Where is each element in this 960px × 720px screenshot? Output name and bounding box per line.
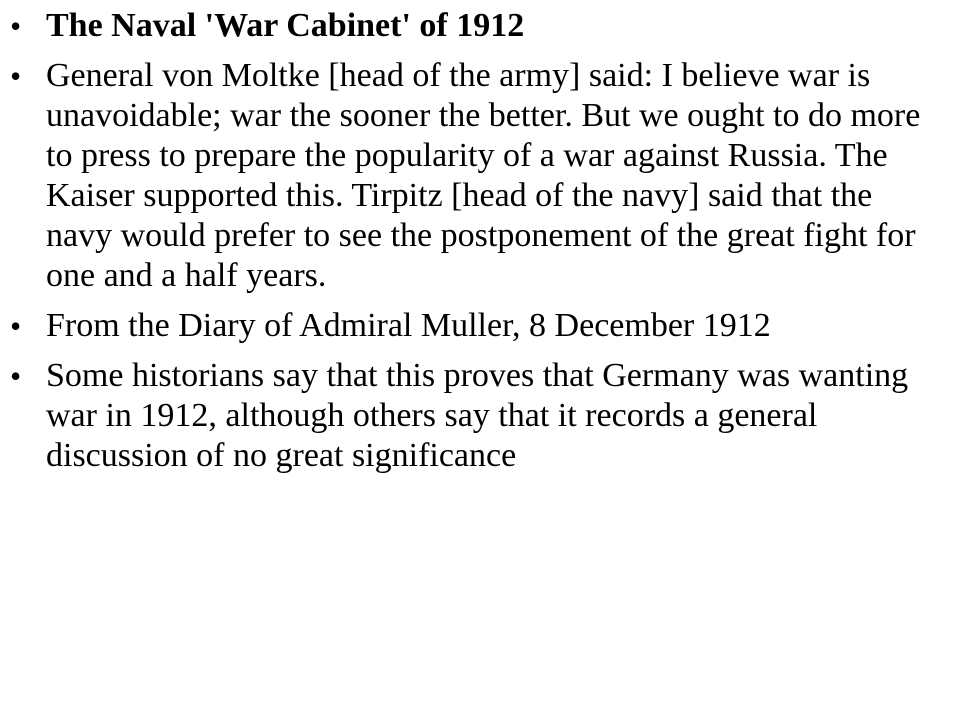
- bullet-icon: •: [10, 8, 22, 44]
- bullet-icon: •: [10, 358, 22, 394]
- bullet-list: [0, 6, 940, 476]
- bullet-icon: •: [10, 58, 22, 94]
- source-text: From the Diary of Admiral Muller, 8 December 1912: [46, 307, 771, 344]
- quote-text: General von Moltke [head of the army] said: I believe war is unavoidable; war the sooner the better. But we ought to do more to press to prepare the popularity of a war against Russia. The Kaiser supported this. Tirpitz [head of the navy] said that the navy would prefer to see the postponement of the great fight for one and a half years.: [46, 57, 921, 294]
- bullet-item-source: [0, 306, 940, 346]
- bullet-item-interpretation: [0, 356, 940, 476]
- interpretation-text: Some historians say that this proves that Germany was wanting war in 1912, although others say that it records a general discussion of no great significance: [46, 357, 909, 474]
- bullet-icon: •: [10, 308, 22, 344]
- slide-title: [0, 6, 940, 46]
- bullet-item-moltke-quote: [0, 56, 940, 296]
- title-text: The Naval 'War Cabinet' of 1912: [46, 7, 525, 44]
